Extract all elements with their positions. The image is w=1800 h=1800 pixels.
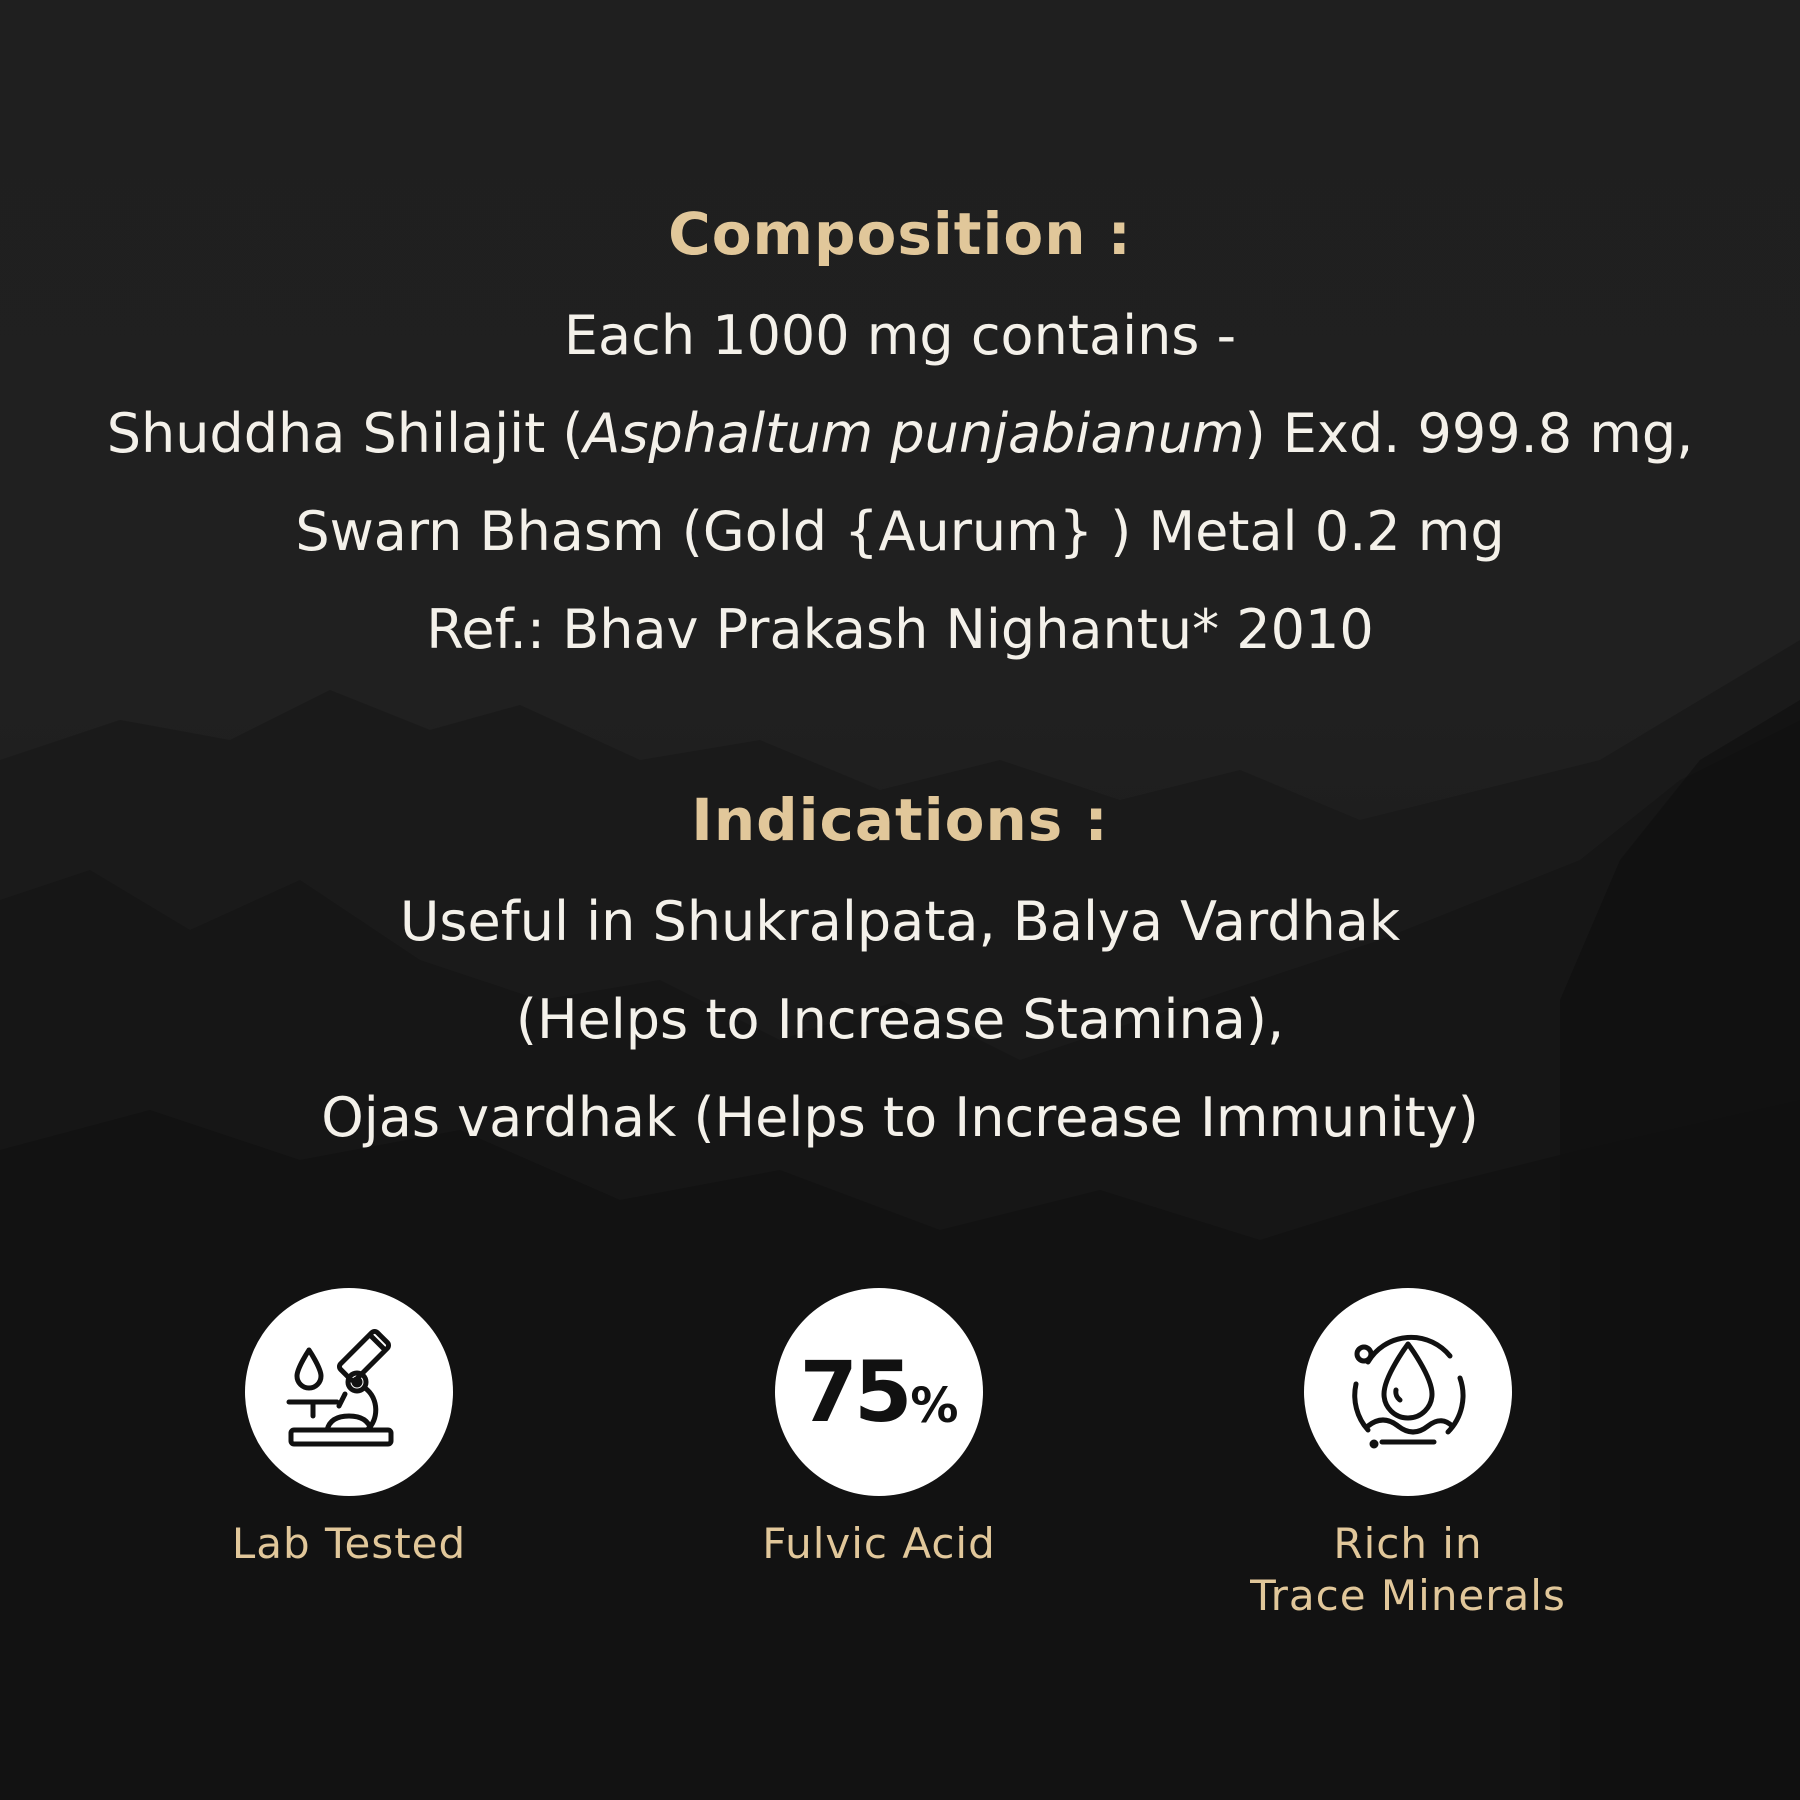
trace-minerals-label [1158, 1518, 1658, 1622]
fulvic-acid-badge [775, 1288, 983, 1496]
composition-line-3: Swarn Bhasm (Gold {Aurum} ) Metal 0.2 mg [295, 500, 1505, 563]
trace-minerals-label-line-2: Trace Minerals [1250, 1571, 1566, 1620]
fulvic-acid-label-text: Fulvic Acid [762, 1519, 996, 1568]
composition-line-1: Each 1000 mg contains - [563, 304, 1237, 367]
trace-minerals-badge [1304, 1288, 1512, 1496]
microscope-icon [279, 1322, 419, 1462]
indications-line-1: Useful in Shukralpata, Balya Vardhak [399, 890, 1401, 953]
composition-heading: Composition : [668, 200, 1132, 268]
indications-heading: Indications : [691, 786, 1109, 854]
fulvic-acid-value: 75 [799, 1343, 909, 1441]
indications-line-3: Ojas vardhak (Helps to Increase Immunity) [321, 1086, 1479, 1149]
composition-line-2 [0, 402, 1800, 465]
composition-line-2-prefix: Shuddha Shilajit ( [106, 402, 584, 465]
lab-tested-label-line-1: Lab Tested [231, 1519, 467, 1568]
composition-line-2-suffix: ) Exd. 999.8 mg, [1244, 402, 1694, 465]
percent-sign: % [910, 1378, 959, 1434]
percent-badge [799, 1343, 959, 1441]
composition-line-4: Ref.: Bhav Prakash Nighantu* 2010 [426, 598, 1374, 661]
fulvic-acid-label [629, 1518, 1129, 1570]
lab-tested-label [99, 1518, 599, 1570]
lab-tested-badge [245, 1288, 453, 1496]
indications-line-2: (Helps to Increase Stamina), [515, 988, 1285, 1051]
trace-minerals-label-line-1: Rich in [1333, 1519, 1483, 1568]
composition-line-2-italic: Asphaltum punjabianum [583, 402, 1245, 465]
mineral-drop-icon [1338, 1322, 1478, 1462]
